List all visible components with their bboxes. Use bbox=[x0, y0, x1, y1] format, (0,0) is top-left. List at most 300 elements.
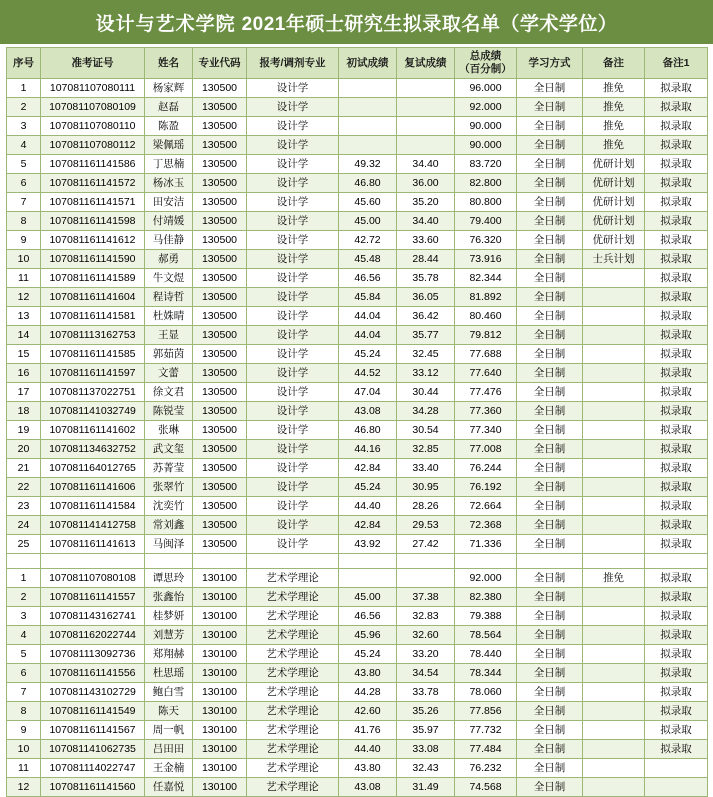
cell-name: 刘慧芳 bbox=[145, 626, 193, 645]
cell-first-score: 45.84 bbox=[339, 288, 397, 307]
cell-first-score bbox=[339, 98, 397, 117]
cell-major: 设计学 bbox=[247, 269, 339, 288]
cell-name: 常刘鑫 bbox=[145, 516, 193, 535]
cell-study-mode: 全日制 bbox=[517, 136, 583, 155]
cell-total-score: 81.892 bbox=[455, 288, 517, 307]
cell-index: 8 bbox=[7, 212, 41, 231]
cell-exam-id: 107081161141567 bbox=[41, 721, 145, 740]
cell-total-score: 82.344 bbox=[455, 269, 517, 288]
cell-total-score: 76.244 bbox=[455, 459, 517, 478]
cell-exam-id: 107081141412758 bbox=[41, 516, 145, 535]
cell-study-mode: 全日制 bbox=[517, 535, 583, 554]
cell-remark bbox=[583, 383, 645, 402]
cell-remark1: 拟录取 bbox=[645, 269, 708, 288]
cell-second-score: 34.54 bbox=[397, 664, 455, 683]
cell-total-score: 92.000 bbox=[455, 98, 517, 117]
cell-remark bbox=[583, 683, 645, 702]
cell-index: 10 bbox=[7, 250, 41, 269]
cell-exam-id: 107081113092736 bbox=[41, 645, 145, 664]
cell-total-score: 77.688 bbox=[455, 345, 517, 364]
cell-total-score: 77.856 bbox=[455, 702, 517, 721]
cell-study-mode: 全日制 bbox=[517, 117, 583, 136]
table-row bbox=[7, 664, 708, 683]
cell-remark: 推免 bbox=[583, 79, 645, 98]
cell-remark bbox=[583, 645, 645, 664]
cell-remark1: 拟录取 bbox=[645, 326, 708, 345]
cell-remark1: 拟录取 bbox=[645, 702, 708, 721]
cell-remark1: 拟录取 bbox=[645, 683, 708, 702]
cell-major: 设计学 bbox=[247, 79, 339, 98]
cell-index: 18 bbox=[7, 402, 41, 421]
cell-major: 设计学 bbox=[247, 288, 339, 307]
cell-exam-id: 107081161141612 bbox=[41, 231, 145, 250]
cell-remark1: 拟录取 bbox=[645, 98, 708, 117]
cell-index: 8 bbox=[7, 702, 41, 721]
cell-name: 陈盈 bbox=[145, 117, 193, 136]
cell-remark: 优研计划 bbox=[583, 174, 645, 193]
cell-first-score: 47.04 bbox=[339, 383, 397, 402]
cell-index: 20 bbox=[7, 440, 41, 459]
cell-exam-id: 107081161141613 bbox=[41, 535, 145, 554]
cell-major-code: 130500 bbox=[193, 98, 247, 117]
cell-major-code: 130500 bbox=[193, 478, 247, 497]
cell-total-score: 76.192 bbox=[455, 478, 517, 497]
cell-exam-id: 107081161141602 bbox=[41, 421, 145, 440]
cell-remark1: 拟录取 bbox=[645, 212, 708, 231]
cell-second-score: 36.42 bbox=[397, 307, 455, 326]
cell-name: 王金楠 bbox=[145, 759, 193, 778]
cell-second-score: 29.53 bbox=[397, 516, 455, 535]
cell-total-score: 78.060 bbox=[455, 683, 517, 702]
cell-exam-id: 107081141032749 bbox=[41, 402, 145, 421]
cell-name: 牛文煜 bbox=[145, 269, 193, 288]
cell-remark bbox=[583, 740, 645, 759]
cell-total-score: 77.340 bbox=[455, 421, 517, 440]
cell-remark bbox=[583, 364, 645, 383]
cell-total-score: 78.344 bbox=[455, 664, 517, 683]
cell-second-score bbox=[397, 98, 455, 117]
cell-exam-id: 107081107080111 bbox=[41, 79, 145, 98]
college-name: 设计与艺术学院 bbox=[95, 13, 236, 35]
cell-total-score: 77.476 bbox=[455, 383, 517, 402]
page-title: 2021年硕士研究生拟录取名单（学术学位） bbox=[241, 13, 618, 35]
cell-exam-id: 107081143102729 bbox=[41, 683, 145, 702]
cell-major: 设计学 bbox=[247, 174, 339, 193]
cell-name: 张琳 bbox=[145, 421, 193, 440]
table-row bbox=[7, 174, 708, 193]
cell-remark: 推免 bbox=[583, 98, 645, 117]
cell-index: 5 bbox=[7, 645, 41, 664]
cell-total-score: 74.568 bbox=[455, 778, 517, 797]
cell-total-score: 71.336 bbox=[455, 535, 517, 554]
cell-remark1: 拟录取 bbox=[645, 626, 708, 645]
cell-exam-id: 107081161141590 bbox=[41, 250, 145, 269]
cell-index: 4 bbox=[7, 136, 41, 155]
cell-index: 17 bbox=[7, 383, 41, 402]
cell-major-code: 130500 bbox=[193, 269, 247, 288]
cell-second-score: 28.26 bbox=[397, 497, 455, 516]
cell-index: 4 bbox=[7, 626, 41, 645]
cell-name: 桂梦妍 bbox=[145, 607, 193, 626]
spacer-cell bbox=[339, 554, 397, 569]
cell-major-code: 130500 bbox=[193, 79, 247, 98]
cell-major-code: 130100 bbox=[193, 569, 247, 588]
cell-name: 任嘉悦 bbox=[145, 778, 193, 797]
cell-second-score: 33.60 bbox=[397, 231, 455, 250]
cell-total-score: 76.320 bbox=[455, 231, 517, 250]
cell-study-mode: 全日制 bbox=[517, 79, 583, 98]
cell-remark1: 拟录取 bbox=[645, 250, 708, 269]
cell-study-mode: 全日制 bbox=[517, 193, 583, 212]
cell-index: 6 bbox=[7, 664, 41, 683]
cell-major-code: 130100 bbox=[193, 645, 247, 664]
cell-remark: 士兵计划 bbox=[583, 250, 645, 269]
cell-major-code: 130100 bbox=[193, 626, 247, 645]
cell-second-score: 35.20 bbox=[397, 193, 455, 212]
cell-exam-id: 107081113162753 bbox=[41, 326, 145, 345]
cell-remark bbox=[583, 440, 645, 459]
spacer-cell bbox=[145, 554, 193, 569]
table-row bbox=[7, 79, 708, 98]
cell-total-score: 77.732 bbox=[455, 721, 517, 740]
cell-major: 设计学 bbox=[247, 497, 339, 516]
cell-remark1: 拟录取 bbox=[645, 721, 708, 740]
cell-major: 设计学 bbox=[247, 155, 339, 174]
column-header-remark: 备注 bbox=[583, 48, 645, 79]
cell-name: 杨家辉 bbox=[145, 79, 193, 98]
table-row bbox=[7, 269, 708, 288]
cell-name: 马佳静 bbox=[145, 231, 193, 250]
cell-second-score: 33.40 bbox=[397, 459, 455, 478]
cell-exam-id: 107081107080108 bbox=[41, 569, 145, 588]
cell-index: 2 bbox=[7, 588, 41, 607]
cell-first-score: 46.80 bbox=[339, 421, 397, 440]
cell-first-score: 43.80 bbox=[339, 759, 397, 778]
cell-second-score: 27.42 bbox=[397, 535, 455, 554]
cell-second-score: 32.85 bbox=[397, 440, 455, 459]
cell-major-code: 130100 bbox=[193, 588, 247, 607]
cell-second-score bbox=[397, 569, 455, 588]
cell-study-mode: 全日制 bbox=[517, 702, 583, 721]
cell-first-score bbox=[339, 79, 397, 98]
cell-first-score: 42.72 bbox=[339, 231, 397, 250]
spacer-cell bbox=[7, 554, 41, 569]
table-row bbox=[7, 569, 708, 588]
cell-major-code: 130500 bbox=[193, 174, 247, 193]
spacer-cell bbox=[247, 554, 339, 569]
cell-major: 设计学 bbox=[247, 364, 339, 383]
cell-study-mode: 全日制 bbox=[517, 478, 583, 497]
cell-name: 周一帆 bbox=[145, 721, 193, 740]
cell-study-mode: 全日制 bbox=[517, 778, 583, 797]
cell-first-score bbox=[339, 117, 397, 136]
cell-major-code: 130500 bbox=[193, 345, 247, 364]
cell-second-score bbox=[397, 136, 455, 155]
cell-remark bbox=[583, 269, 645, 288]
cell-remark bbox=[583, 702, 645, 721]
cell-total-score: 78.564 bbox=[455, 626, 517, 645]
cell-major: 设计学 bbox=[247, 383, 339, 402]
cell-study-mode: 全日制 bbox=[517, 212, 583, 231]
column-header-total-score bbox=[455, 48, 517, 79]
spacer-cell bbox=[41, 554, 145, 569]
column-header-remark1: 备注1 bbox=[645, 48, 708, 79]
cell-exam-id: 107081161141598 bbox=[41, 212, 145, 231]
cell-second-score: 33.20 bbox=[397, 645, 455, 664]
table-header bbox=[7, 48, 708, 79]
cell-name: 徐文君 bbox=[145, 383, 193, 402]
cell-remark bbox=[583, 607, 645, 626]
cell-exam-id: 107081161141572 bbox=[41, 174, 145, 193]
cell-major-code: 130500 bbox=[193, 117, 247, 136]
cell-name: 郝勇 bbox=[145, 250, 193, 269]
spacer-cell bbox=[455, 554, 517, 569]
cell-second-score: 37.38 bbox=[397, 588, 455, 607]
cell-name: 武文玺 bbox=[145, 440, 193, 459]
cell-exam-id: 107081161141585 bbox=[41, 345, 145, 364]
cell-major-code: 130100 bbox=[193, 607, 247, 626]
cell-exam-id: 107081161141560 bbox=[41, 778, 145, 797]
cell-remark1: 拟录取 bbox=[645, 79, 708, 98]
cell-major: 设计学 bbox=[247, 478, 339, 497]
cell-major-code: 130100 bbox=[193, 702, 247, 721]
cell-exam-id: 107081107080109 bbox=[41, 98, 145, 117]
cell-exam-id: 107081161141597 bbox=[41, 364, 145, 383]
cell-remark1: 拟录取 bbox=[645, 607, 708, 626]
table-row bbox=[7, 607, 708, 626]
table-row bbox=[7, 155, 708, 174]
cell-remark1: 拟录取 bbox=[645, 136, 708, 155]
cell-remark1: 拟录取 bbox=[645, 364, 708, 383]
page-title-bar bbox=[0, 0, 713, 44]
cell-major-code: 130500 bbox=[193, 440, 247, 459]
cell-major: 设计学 bbox=[247, 117, 339, 136]
cell-second-score: 32.83 bbox=[397, 607, 455, 626]
table-row bbox=[7, 364, 708, 383]
cell-remark1 bbox=[645, 778, 708, 797]
cell-remark1: 拟录取 bbox=[645, 569, 708, 588]
cell-exam-id: 107081161141586 bbox=[41, 155, 145, 174]
cell-major: 设计学 bbox=[247, 136, 339, 155]
cell-remark bbox=[583, 288, 645, 307]
table-row bbox=[7, 193, 708, 212]
cell-major: 设计学 bbox=[247, 212, 339, 231]
cell-study-mode: 全日制 bbox=[517, 759, 583, 778]
cell-index: 22 bbox=[7, 478, 41, 497]
cell-study-mode: 全日制 bbox=[517, 364, 583, 383]
cell-remark1: 拟录取 bbox=[645, 193, 708, 212]
cell-major: 艺术学理论 bbox=[247, 607, 339, 626]
cell-major-code: 130100 bbox=[193, 683, 247, 702]
cell-name: 文蕾 bbox=[145, 364, 193, 383]
cell-study-mode: 全日制 bbox=[517, 383, 583, 402]
spacer-cell bbox=[583, 554, 645, 569]
cell-remark: 优研计划 bbox=[583, 212, 645, 231]
total-score-line1: 总成绩 bbox=[469, 50, 502, 62]
cell-major: 设计学 bbox=[247, 459, 339, 478]
cell-first-score: 44.52 bbox=[339, 364, 397, 383]
table-row bbox=[7, 497, 708, 516]
cell-study-mode: 全日制 bbox=[517, 307, 583, 326]
cell-index: 14 bbox=[7, 326, 41, 345]
cell-study-mode: 全日制 bbox=[517, 626, 583, 645]
cell-remark1: 拟录取 bbox=[645, 588, 708, 607]
cell-first-score: 44.28 bbox=[339, 683, 397, 702]
cell-remark bbox=[583, 778, 645, 797]
cell-major: 设计学 bbox=[247, 440, 339, 459]
cell-major-code: 130500 bbox=[193, 307, 247, 326]
cell-major-code: 130500 bbox=[193, 383, 247, 402]
cell-exam-id: 107081114022747 bbox=[41, 759, 145, 778]
cell-index: 3 bbox=[7, 607, 41, 626]
cell-first-score: 44.16 bbox=[339, 440, 397, 459]
cell-major-code: 130500 bbox=[193, 402, 247, 421]
cell-major-code: 130500 bbox=[193, 155, 247, 174]
cell-first-score: 46.56 bbox=[339, 607, 397, 626]
table-row bbox=[7, 402, 708, 421]
cell-name: 马闽泽 bbox=[145, 535, 193, 554]
cell-remark1: 拟录取 bbox=[645, 117, 708, 136]
cell-exam-id: 107081161141606 bbox=[41, 478, 145, 497]
cell-first-score: 42.60 bbox=[339, 702, 397, 721]
cell-remark1: 拟录取 bbox=[645, 516, 708, 535]
cell-major: 艺术学理论 bbox=[247, 664, 339, 683]
cell-study-mode: 全日制 bbox=[517, 98, 583, 117]
cell-name: 郭茹茵 bbox=[145, 345, 193, 364]
cell-second-score: 35.78 bbox=[397, 269, 455, 288]
cell-remark1: 拟录取 bbox=[645, 155, 708, 174]
cell-remark: 优研计划 bbox=[583, 155, 645, 174]
cell-name: 张鑫怡 bbox=[145, 588, 193, 607]
cell-total-score: 77.640 bbox=[455, 364, 517, 383]
cell-first-score bbox=[339, 136, 397, 155]
cell-major: 艺术学理论 bbox=[247, 626, 339, 645]
cell-major: 艺术学理论 bbox=[247, 702, 339, 721]
cell-first-score: 42.84 bbox=[339, 459, 397, 478]
cell-major: 设计学 bbox=[247, 535, 339, 554]
cell-study-mode: 全日制 bbox=[517, 459, 583, 478]
cell-remark1: 拟录取 bbox=[645, 440, 708, 459]
cell-exam-id: 107081161141581 bbox=[41, 307, 145, 326]
cell-major-code: 130500 bbox=[193, 136, 247, 155]
cell-study-mode: 全日制 bbox=[517, 740, 583, 759]
cell-major-code: 130100 bbox=[193, 664, 247, 683]
table-row bbox=[7, 535, 708, 554]
cell-study-mode: 全日制 bbox=[517, 402, 583, 421]
cell-first-score: 44.40 bbox=[339, 497, 397, 516]
cell-first-score: 43.80 bbox=[339, 664, 397, 683]
cell-index: 7 bbox=[7, 193, 41, 212]
cell-total-score: 80.460 bbox=[455, 307, 517, 326]
cell-index: 11 bbox=[7, 759, 41, 778]
total-score-line2: （百分制） bbox=[459, 63, 512, 75]
cell-first-score: 45.96 bbox=[339, 626, 397, 645]
cell-major-code: 130500 bbox=[193, 516, 247, 535]
table-row bbox=[7, 626, 708, 645]
spacer-cell bbox=[517, 554, 583, 569]
cell-index: 3 bbox=[7, 117, 41, 136]
table-row bbox=[7, 721, 708, 740]
cell-name: 沈奕竹 bbox=[145, 497, 193, 516]
cell-name: 谭思玲 bbox=[145, 569, 193, 588]
cell-major-code: 130500 bbox=[193, 212, 247, 231]
cell-major: 设计学 bbox=[247, 98, 339, 117]
cell-major-code: 130100 bbox=[193, 740, 247, 759]
cell-index: 10 bbox=[7, 740, 41, 759]
cell-remark: 推免 bbox=[583, 136, 645, 155]
cell-exam-id: 107081161141557 bbox=[41, 588, 145, 607]
cell-major-code: 130500 bbox=[193, 288, 247, 307]
cell-study-mode: 全日制 bbox=[517, 588, 583, 607]
cell-major-code: 130500 bbox=[193, 231, 247, 250]
cell-study-mode: 全日制 bbox=[517, 721, 583, 740]
cell-major: 艺术学理论 bbox=[247, 569, 339, 588]
cell-remark bbox=[583, 516, 645, 535]
cell-index: 24 bbox=[7, 516, 41, 535]
cell-index: 25 bbox=[7, 535, 41, 554]
cell-major-code: 130100 bbox=[193, 778, 247, 797]
cell-remark bbox=[583, 459, 645, 478]
cell-first-score: 44.40 bbox=[339, 740, 397, 759]
cell-total-score: 82.800 bbox=[455, 174, 517, 193]
table-row bbox=[7, 478, 708, 497]
cell-remark bbox=[583, 478, 645, 497]
cell-major: 设计学 bbox=[247, 421, 339, 440]
cell-index: 1 bbox=[7, 79, 41, 98]
cell-total-score: 79.812 bbox=[455, 326, 517, 345]
cell-study-mode: 全日制 bbox=[517, 250, 583, 269]
cell-second-score: 30.54 bbox=[397, 421, 455, 440]
table-header-row bbox=[7, 48, 708, 79]
cell-total-score: 96.000 bbox=[455, 79, 517, 98]
cell-exam-id: 107081162022744 bbox=[41, 626, 145, 645]
cell-major: 艺术学理论 bbox=[247, 683, 339, 702]
cell-total-score: 77.008 bbox=[455, 440, 517, 459]
cell-major: 艺术学理论 bbox=[247, 588, 339, 607]
table-row bbox=[7, 345, 708, 364]
cell-second-score: 30.44 bbox=[397, 383, 455, 402]
cell-second-score: 34.28 bbox=[397, 402, 455, 421]
cell-second-score: 36.05 bbox=[397, 288, 455, 307]
cell-second-score: 35.77 bbox=[397, 326, 455, 345]
cell-second-score: 34.40 bbox=[397, 155, 455, 174]
cell-total-score: 73.916 bbox=[455, 250, 517, 269]
cell-remark bbox=[583, 326, 645, 345]
cell-remark bbox=[583, 421, 645, 440]
column-header-major-code: 专业代码 bbox=[193, 48, 247, 79]
cell-index: 21 bbox=[7, 459, 41, 478]
table-row bbox=[7, 288, 708, 307]
cell-name: 付靖媛 bbox=[145, 212, 193, 231]
cell-exam-id: 107081164012765 bbox=[41, 459, 145, 478]
cell-major: 设计学 bbox=[247, 345, 339, 364]
cell-exam-id: 107081161141549 bbox=[41, 702, 145, 721]
column-header-name: 姓名 bbox=[145, 48, 193, 79]
cell-second-score: 32.60 bbox=[397, 626, 455, 645]
cell-first-score: 43.08 bbox=[339, 778, 397, 797]
cell-name: 田安洁 bbox=[145, 193, 193, 212]
cell-second-score: 32.43 bbox=[397, 759, 455, 778]
table-row bbox=[7, 307, 708, 326]
cell-first-score: 45.00 bbox=[339, 212, 397, 231]
cell-remark1 bbox=[645, 759, 708, 778]
cell-second-score: 35.97 bbox=[397, 721, 455, 740]
cell-remark bbox=[583, 497, 645, 516]
cell-study-mode: 全日制 bbox=[517, 421, 583, 440]
cell-total-score: 79.388 bbox=[455, 607, 517, 626]
cell-remark1: 拟录取 bbox=[645, 740, 708, 759]
cell-major: 艺术学理论 bbox=[247, 721, 339, 740]
